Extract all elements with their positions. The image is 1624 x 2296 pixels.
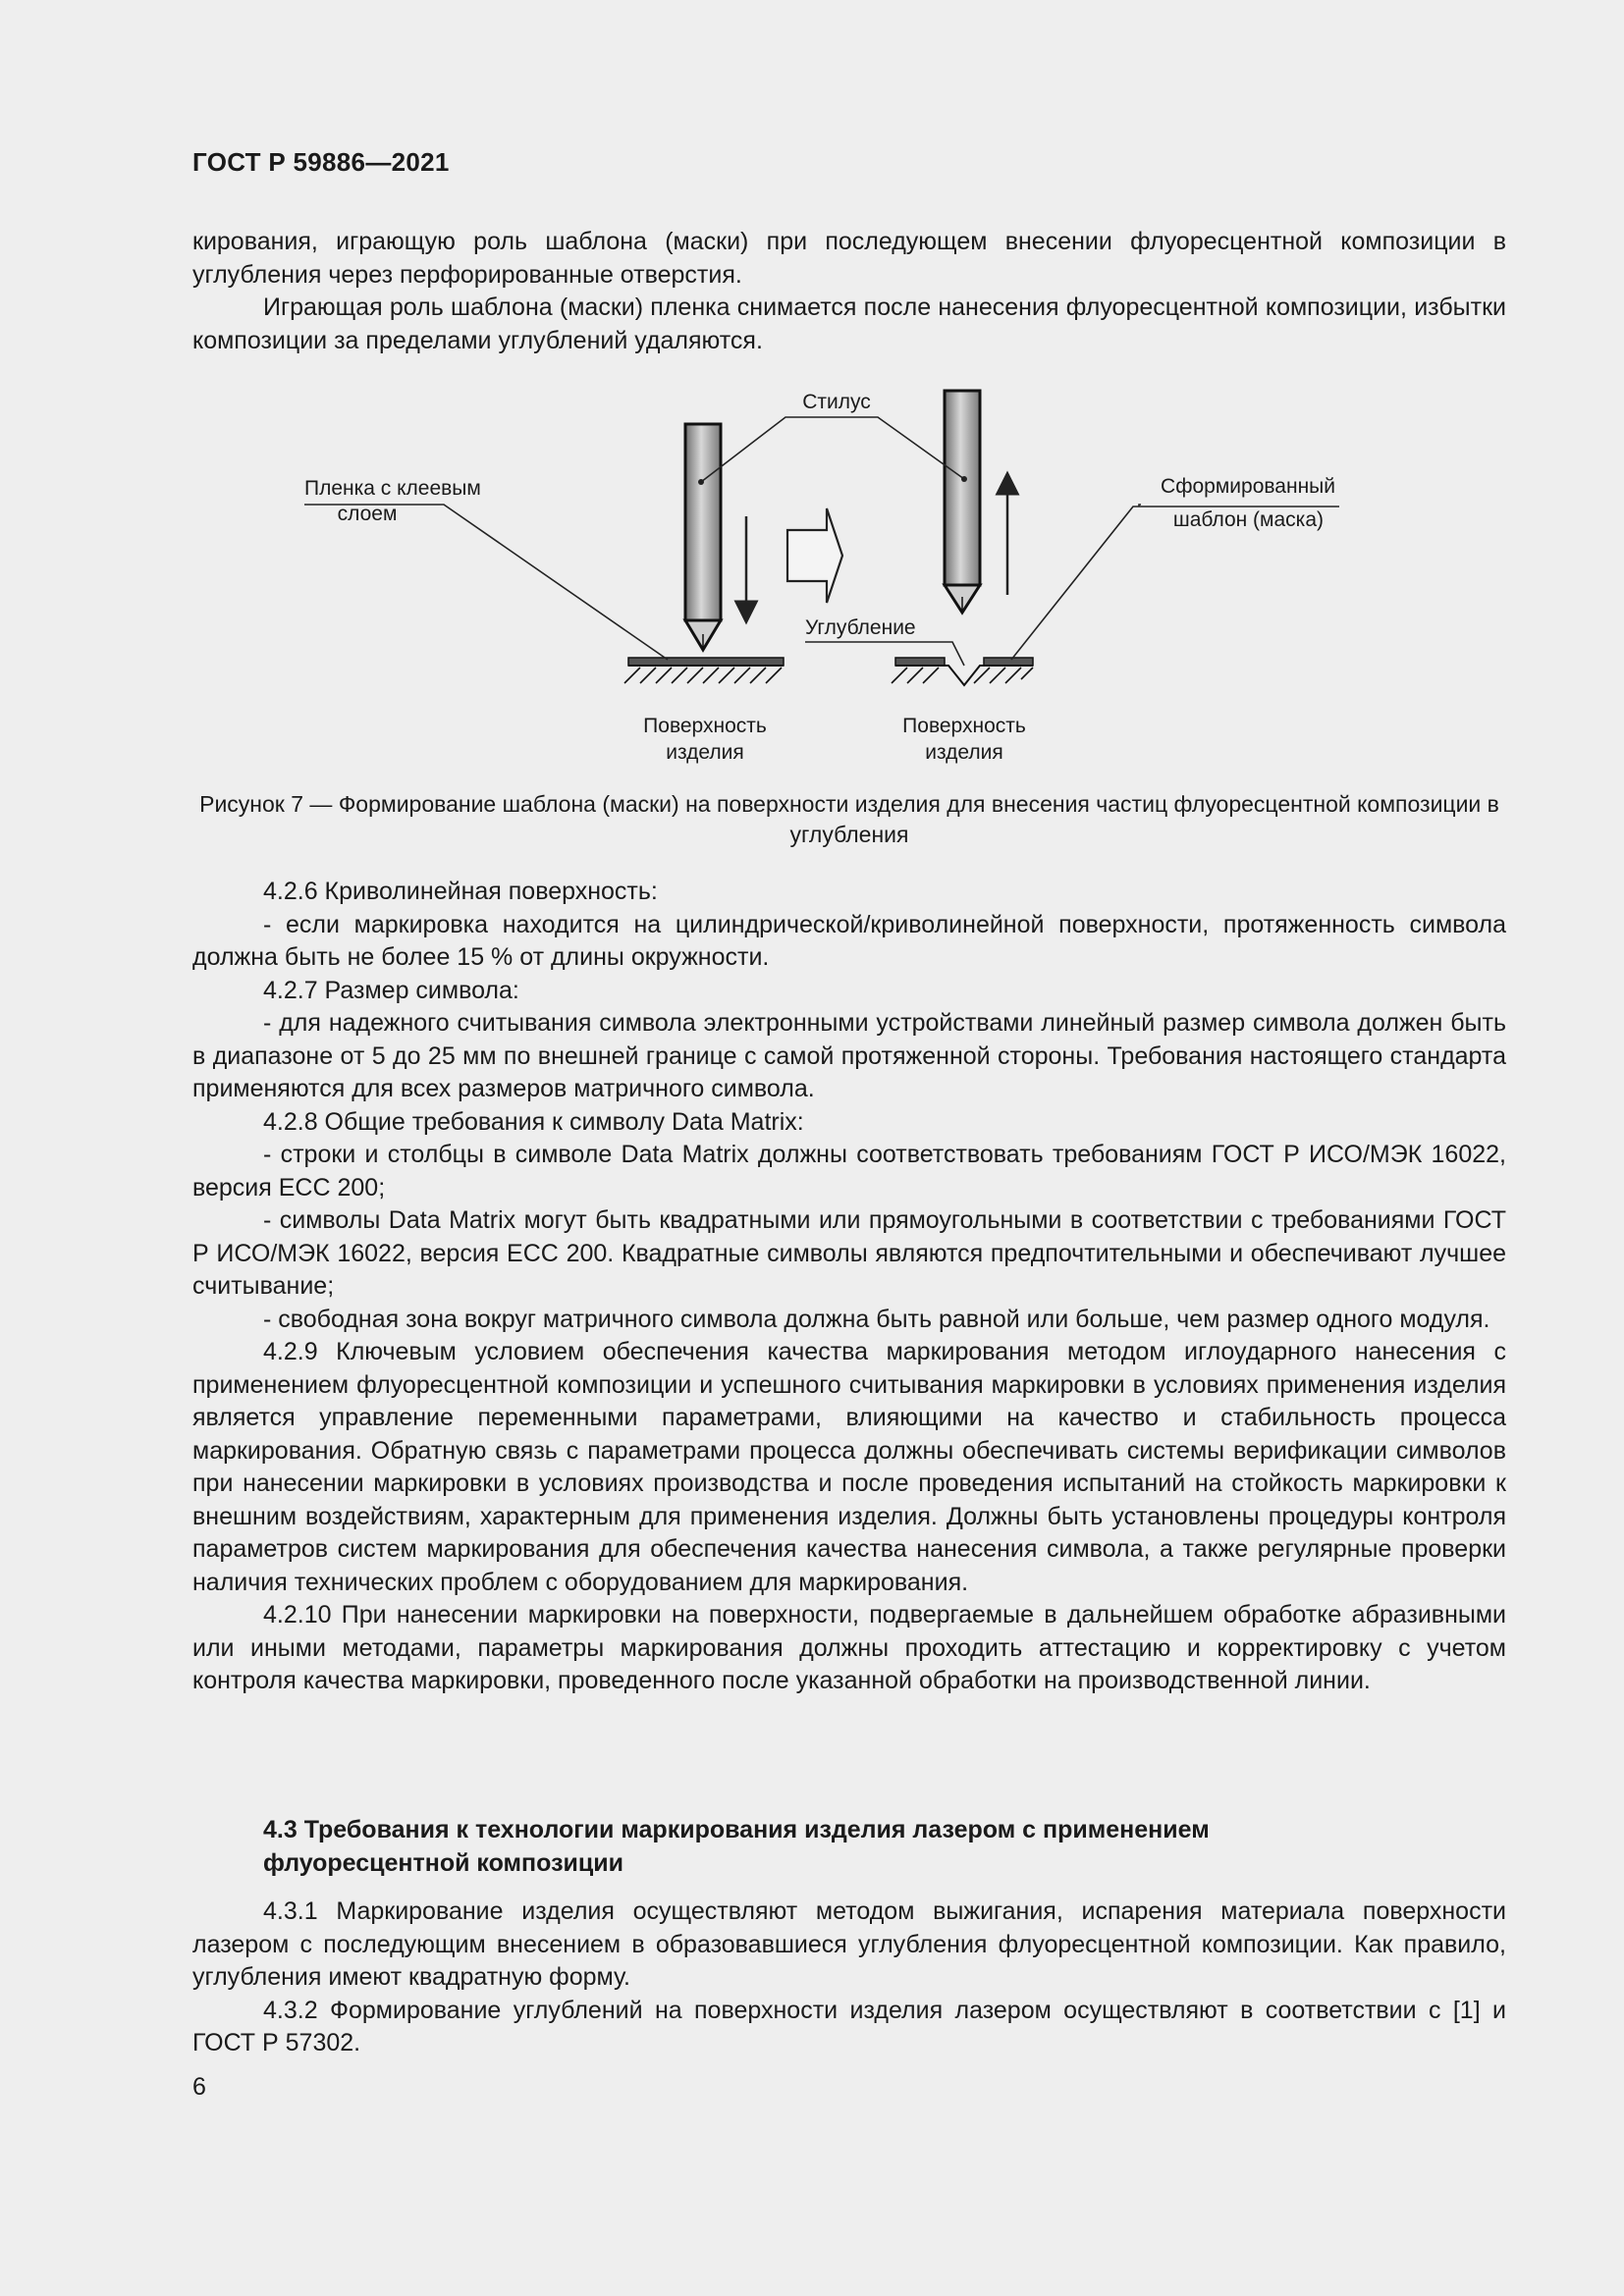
intro-text xyxy=(192,226,1506,357)
clause-4-2-9: 4.2.9 Ключевым условием обеспечения качества маркирования методом иглоударного нанесения с применением флуоресцентной композиции и успешного считывания маркировки в условиях применения изделия является управление переменными параметрами, влияющими на качество и стабильность процесса маркирования. Обратную связь с параметрами процесса должны обеспечивать системы верификации символов при нанесении маркировки в условиях производства и после проведения испытаний на стойкость маркировки к внешним воздействиям, характерным для применения изделия. Должны быть установлены процедуры контроля параметров систем маркирования для обеспечения качества нанесения символа, а также регулярные проверки наличия технических проблем с оборудованием для маркирования. xyxy=(192,1338,1506,1596)
section-4-3-text xyxy=(192,1896,1506,2060)
section-4-3-heading xyxy=(263,1814,1441,1880)
clause-4-2-10: 4.2.10 При нанесении маркировки на поверхности, подвергаемые в дальнейшем обработке абразивными или иными методами, параметры маркирования должны проходить аттестацию и корректировку с учетом контроля качества маркировки, проведенного после указанной обработки на производственной линии. xyxy=(192,1601,1506,1694)
left-surface xyxy=(624,658,784,683)
label-surface-left-line1: Поверхность xyxy=(643,715,767,737)
body-text xyxy=(192,876,1506,1698)
figure-caption: Рисунок 7 — Формирование шаблона (маски) на поверхности изделия для внесения частиц флуоресцентной композиции в углубления xyxy=(199,791,1499,847)
transition-arrow-icon xyxy=(787,508,842,603)
label-surface-right-line1: Поверхность xyxy=(902,715,1026,737)
section-heading-line-2: флуоресцентной композиции xyxy=(263,1848,623,1877)
clause-4-2-6-title: 4.2.6 Криволинейная поверхность: xyxy=(263,878,658,905)
section-heading-line-1: 4.3 Требования к технологии маркирования изделия лазером с применением xyxy=(263,1816,1210,1843)
label-surface-right-line2: изделия xyxy=(925,741,1003,764)
label-surface-left-line2: изделия xyxy=(666,741,744,764)
label-recess: Углубление xyxy=(805,616,916,639)
clause-4-2-7-item: - для надежного считывания символа электронными устройствами линейный размер символа должен быть в диапазоне от 5 до 25 мм по внешней границе с самой протяженной стороны. Требования настоящего стандарта применяются для всех размеров матричного символа. xyxy=(192,1009,1506,1102)
label-template-line2: шаблон (маска) xyxy=(1172,508,1324,531)
label-film-line2: слоем xyxy=(337,503,398,525)
clause-4-3-2: 4.3.2 Формирование углублений на поверхности изделия лазером осуществляют в соответствии с [1] и ГОСТ Р 57302. xyxy=(192,1996,1506,2056)
clause-4-2-8-item-1: - строки и столбцы в символе Data Matrix должны соответствовать требованиям ГОСТ Р ИСО/МЭК 16022, версия ЕСС 200; xyxy=(192,1141,1506,1201)
page-number: 6 xyxy=(192,2073,206,2101)
stylus-right-icon xyxy=(945,391,980,613)
label-stylus: Стилус xyxy=(802,391,871,413)
clause-4-2-8-title: 4.2.8 Общие требования к символу Data Matrix: xyxy=(263,1107,804,1136)
clause-4-2-6-item: - если маркировка находится на цилиндрической/криволинейной поверхности, протяженность символа должна быть не более 15 % от длины окружности. xyxy=(192,910,1506,971)
figure-7-diagram xyxy=(304,381,1375,774)
clause-4-2-7-title: 4.2.7 Размер символа: xyxy=(263,976,519,1004)
label-film-line1: Пленка с клеевым xyxy=(304,477,481,500)
clause-4-2-8-item-3: - свободная зона вокруг матричного символа должна быть равной или больше, чем размер одного модуля. xyxy=(263,1305,1490,1333)
intro-paragraph-continuation: кирования, играющую роль шаблона (маски) при последующем внесении флуоресцентной композиции в углубления через перфорированные отверстия. xyxy=(192,228,1506,289)
stylus-left-icon xyxy=(685,424,721,650)
intro-paragraph: Играющая роль шаблона (маски) пленка снимается после нанесения флуоресцентной композиции, избытки композиции за пределами углублений удаляются. xyxy=(192,294,1506,354)
clause-4-2-8-item-2: - символы Data Matrix могут быть квадратными или прямоугольными в соответствии с требованиями ГОСТ Р ИСО/МЭК 16022, версия ЕСС 200. Квадратные символы являются предпочтительными и обеспечивают лучшее считывание; xyxy=(192,1206,1506,1300)
label-template-line1: Сформированный xyxy=(1161,475,1335,498)
clause-4-3-1: 4.3.1 Маркирование изделия осуществляют методом выжигания, испарения материала поверхности лазером с последующим внесением в образовавшиеся углубления флуоресцентной композиции. Как правило, углубления имеют квадратную форму. xyxy=(192,1897,1506,1991)
document-code-header: ГОСТ Р 59886—2021 xyxy=(192,147,450,177)
